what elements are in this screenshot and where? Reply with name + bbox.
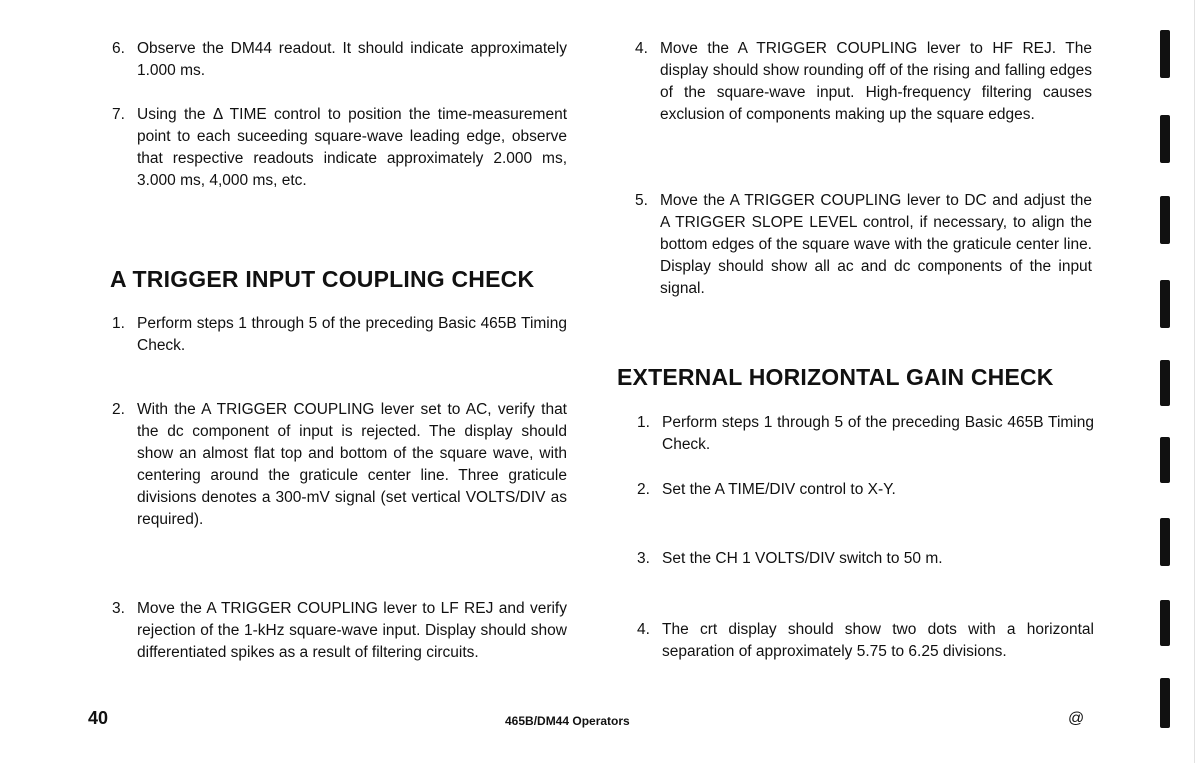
step-number: 5. (635, 192, 648, 209)
edge-mark (1160, 115, 1170, 163)
step-text: Perform steps 1 through 5 of the preceding Basic 465B Timing Check. (137, 315, 567, 354)
heading-external-horizontal-gain-check: EXTERNAL HORIZONTAL GAIN CHECK (617, 364, 1054, 390)
right-step-2 (637, 479, 1094, 501)
step-text: Move the A TRIGGER COUPLING lever to DC and adjust the A TRIGGER SLOPE LEVEL control, if necessary, to align the bottom edges of the square wave with the graticule center line. Display should show all ac and dc components of the input signal. (660, 192, 1092, 297)
edge-mark (1160, 280, 1170, 328)
step-number: 3. (637, 550, 650, 567)
right-step-5 (635, 190, 1092, 300)
step-text: Move the A TRIGGER COUPLING lever to LF REJ and verify rejection of the 1-kHz square-wave input. Display should show differentiated spikes as a result of filtering circuits. (137, 600, 567, 661)
step-text: Perform steps 1 through 5 of the preceding Basic 465B Timing Check. (662, 414, 1094, 453)
left-step-3 (112, 598, 567, 664)
step-text: Move the A TRIGGER COUPLING lever to HF REJ. The display should show rounding off of the rising and falling edges of the square-wave input. High-frequency filtering causes exclusion of components making up the square edges. (660, 40, 1092, 123)
step-number: 6. (112, 40, 125, 57)
edge-mark (1160, 437, 1170, 483)
left-step-7 (112, 104, 567, 192)
document-title: 465B/DM44 Operators (505, 714, 630, 728)
step-text: Observe the DM44 readout. It should indicate approximately 1.000 ms. (137, 40, 567, 79)
step-text: With the A TRIGGER COUPLING lever set to AC, verify that the dc component of input is rejected. The display should show an almost flat top and bottom of the square wave, with centering around the graticule center line. Three graticule divisions denotes a 300-mV signal (set vertical VOLTS/DIV as required). (137, 401, 567, 528)
edge-mark (1160, 678, 1170, 728)
page-edge-line (1194, 0, 1195, 763)
left-step-6 (112, 38, 567, 82)
step-text: Set the CH 1 VOLTS/DIV switch to 50 m. (662, 550, 943, 567)
right-step-4b (637, 619, 1094, 663)
step-number: 2. (637, 481, 650, 498)
right-step-3 (637, 548, 1094, 570)
right-step-1 (637, 412, 1094, 456)
heading-a-trigger-input-coupling-check: A TRIGGER INPUT COUPLING CHECK (110, 266, 535, 292)
step-number: 1. (637, 414, 650, 431)
edge-mark (1160, 196, 1170, 244)
page-number: 40 (88, 708, 109, 728)
edge-mark (1160, 360, 1170, 406)
edge-mark (1160, 518, 1170, 566)
step-text: The crt display should show two dots with a horizontal separation of approximately 5.75 to 6.25 divisions. (662, 621, 1094, 660)
step-number: 3. (112, 600, 125, 617)
step-number: 4. (637, 621, 650, 638)
step-number: 1. (112, 315, 125, 332)
left-step-2 (112, 399, 567, 531)
step-number: 2. (112, 401, 125, 418)
step-text: Set the A TIME/DIV control to X-Y. (662, 481, 896, 498)
edge-mark (1160, 30, 1170, 78)
step-text: Using the Δ TIME control to position the time-measurement point to each suceeding square-wave leading edge, observe that respective readouts indicate approximately 2.000 ms, 3.000 ms, 4,000 ms, etc. (137, 106, 567, 189)
step-number: 4. (635, 40, 648, 57)
step-number: 7. (112, 106, 125, 123)
left-step-1 (112, 313, 567, 357)
edge-mark (1160, 600, 1170, 646)
right-step-4 (635, 38, 1092, 126)
footer-mark: @ (1068, 710, 1085, 727)
